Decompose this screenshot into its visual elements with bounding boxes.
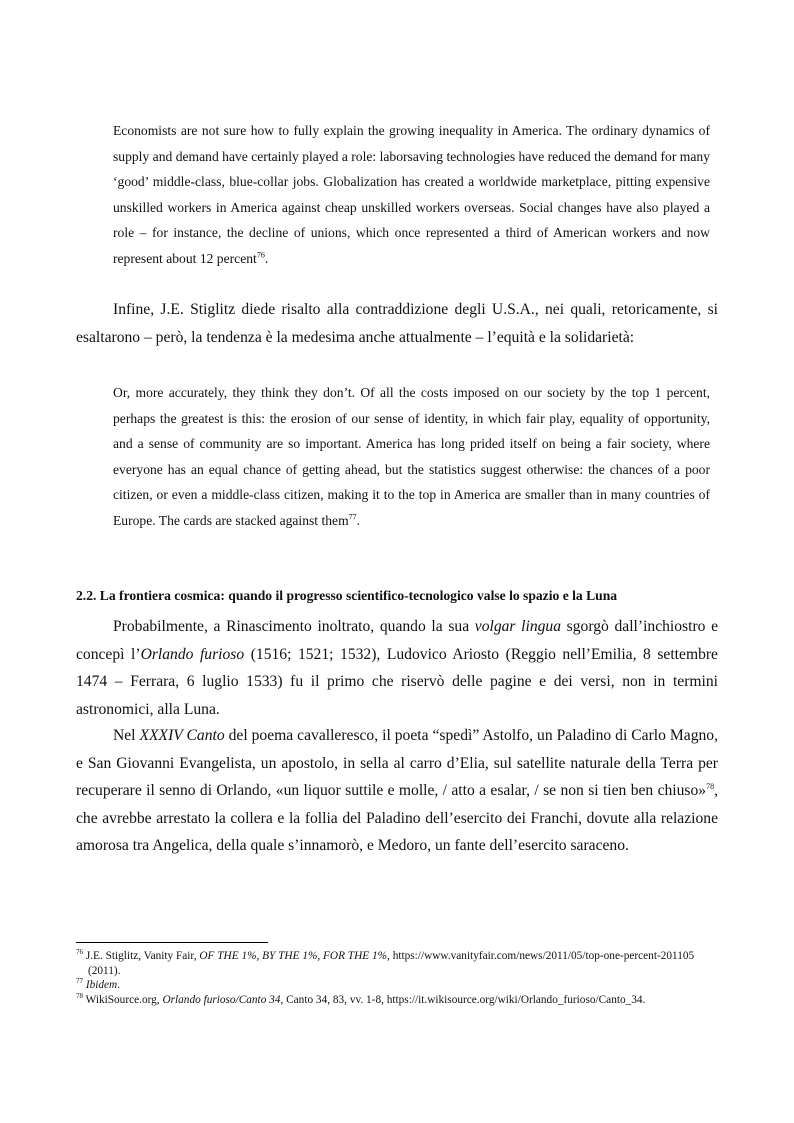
footnote-number: 77	[76, 977, 83, 986]
footnote-link[interactable]: , https://www.vanityfair.com/news/2011/05/top-one-percent-201105 (2011).	[88, 950, 695, 977]
footnote-title: OF THE 1%, BY THE 1%, FOR THE 1%	[199, 950, 388, 962]
footnote-ref[interactable]: 77	[348, 512, 357, 522]
quote-text: Economists are not sure how to fully explain the growing inequality in America. The ordinary dynamics of supply and demand have certainly played a role: laborsaving technologies have reduced the demand for many ‘good’ middle-class, blue-collar jobs. Globalization has created a worldwide marketplace, pitting expensive unskilled workers in America against cheap unskilled workers overseas. Social changes have also played a role – for instance, the decline of unions, which once represented a third of American workers and now represent about 12 percent	[113, 123, 710, 266]
block-quote-economists	[113, 118, 710, 272]
block-quote-top-one-percent	[113, 380, 710, 534]
italic-term: volgar lingua	[474, 618, 562, 635]
footnotes	[76, 949, 716, 1007]
footnote-title: Ibidem	[85, 979, 118, 992]
italic-title: XXXIV Canto	[139, 727, 225, 744]
paragraph-text: Probabilmente, a Rinascimento inoltrato, quando la sua	[113, 618, 475, 635]
quote-end: .	[356, 512, 361, 528]
footnote-title: Orlando furioso/Canto 34	[162, 993, 281, 1006]
paragraph-ariosto	[76, 613, 718, 723]
italic-title: Orlando furioso	[140, 645, 245, 663]
footnote-text: .	[117, 979, 121, 992]
footnote-78	[76, 993, 716, 1008]
footnote-text: J.E. Stiglitz, Vanity Fair,	[83, 950, 200, 962]
quote-text: Or, more accurately, they think they don’t. Of all the costs imposed on our society by the top 1 percent, perhaps the greatest is this: the erosion of our sense of identity, in which fair play, equality of opportunity, and a sense of community are so important. America has long prided itself on being a fair society, where everyone has an equal chance of getting ahead, but the statistics suggest otherwise: the chances of a poor citizen, or even a middle-class citizen, making it to the top in America are smaller than in many countries of Europe. The cards are stacked against them	[113, 385, 710, 528]
footnote-divider	[76, 942, 268, 943]
paragraph-text: sgorgò dall’inchiostro e concepì l’	[76, 618, 719, 663]
footnote-77	[76, 978, 716, 993]
footnote-text: WikiSource.org,	[83, 993, 163, 1006]
paragraph-text: (1516; 1521; 1532), Ludovico Ariosto (Reggio nell’Emilia, 8 settembre 1474 – Ferrara, 6 luglio 1533) fu il primo che riservò delle pagine e dei versi, non in termini astronomici, alla Luna.	[76, 645, 718, 718]
paragraph-canto	[76, 722, 718, 860]
footnote-ref[interactable]: 76	[256, 250, 265, 260]
footnote-number: 78	[76, 992, 83, 1001]
footnote-76	[76, 949, 716, 978]
footnote-number: 76	[76, 948, 83, 957]
paragraph-stiglitz-intro	[76, 296, 718, 351]
paragraph-text: Infine, J.E. Stiglitz diede risalto alla contraddizione degli U.S.A., nei quali, retoricamente, si esaltarono – però, la tendenza è la medesima anche attualmente – l’equità e la solidarietà:	[76, 301, 718, 346]
quote-end: .	[264, 250, 269, 266]
section-heading: 2.2. La frontiera cosmica: quando il progresso scientifico-tecnologico valse lo spazio e la Luna	[76, 588, 618, 603]
paragraph-text: del poema cavalleresco, il poeta “spedì” Astolfo, un Paladino di Carlo Magno, e San Giovanni Evangelista, un apostolo, in sella al carro d’Elia, sul satellite naturale della Terra per recuperare il senno di Orlando, «un liquor suttile e molle, / atto a esalar, / se non si tien ben chiuso»	[76, 727, 718, 799]
footnote-ref[interactable]: 78	[706, 781, 715, 791]
footnote-link[interactable]: , Canto 34, 83, vv. 1-8, https://it.wikisource.org/wiki/Orlando_furioso/Canto_34.	[280, 993, 646, 1006]
paragraph-text: Nel	[113, 727, 140, 744]
paragraph-text: , che avrebbe arrestato la collera e la follia del Paladino dell’esercito dei Franchi, dovute alla relazione amorosa tra Angelica, della quale s’innamorò, e Medoro, un fante dell’esercito saraceno.	[76, 782, 718, 854]
